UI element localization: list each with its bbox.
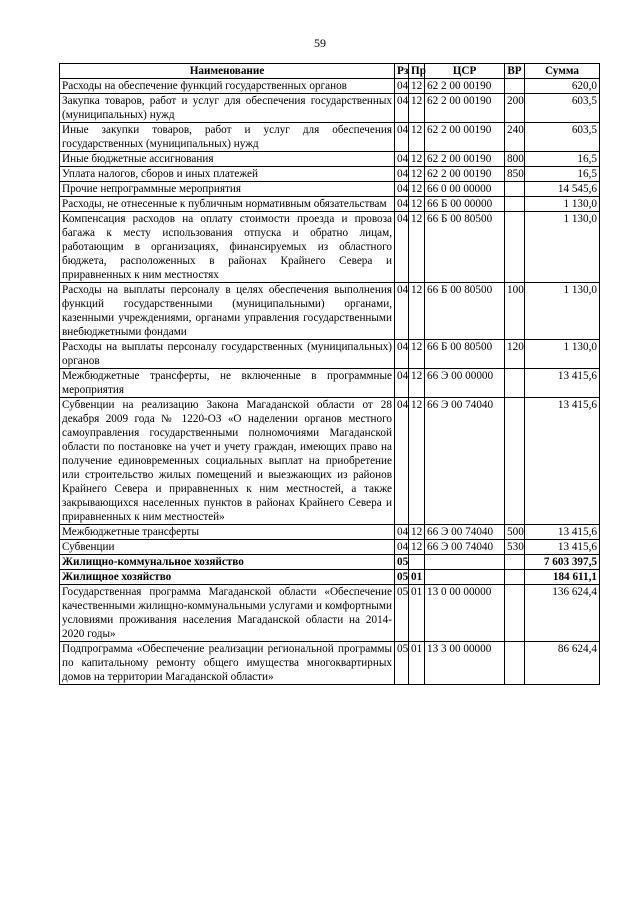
cell-pr: 12 <box>409 283 425 340</box>
cell-csr: 62 2 00 00190 <box>425 152 505 167</box>
cell-csr <box>425 555 505 570</box>
cell-rz: 04 <box>395 540 409 555</box>
cell-sum: 16,5 <box>525 167 600 182</box>
cell-vr <box>505 369 525 398</box>
cell-rz: 04 <box>395 152 409 167</box>
cell-name: Расходы, не отнесенные к публичным нормативным обязательствам <box>60 197 395 212</box>
cell-rz: 04 <box>395 525 409 540</box>
table-row <box>60 212 600 283</box>
cell-name: Иные закупки товаров, работ и услуг для обеспечения государственных (муниципальных) нужд <box>60 123 395 152</box>
cell-sum: 13 415,6 <box>525 369 600 398</box>
table-row <box>60 540 600 555</box>
cell-rz: 04 <box>395 283 409 340</box>
cell-pr: 12 <box>409 182 425 197</box>
cell-pr: 01 <box>409 570 425 585</box>
cell-pr: 12 <box>409 212 425 283</box>
cell-rz: 04 <box>395 123 409 152</box>
cell-rz: 04 <box>395 79 409 94</box>
column-header-sum: Сумма <box>525 64 600 79</box>
cell-sum: 603,5 <box>525 94 600 123</box>
cell-pr: 12 <box>409 525 425 540</box>
cell-vr <box>505 570 525 585</box>
cell-sum: 1 130,0 <box>525 212 600 283</box>
cell-name: Жилищное хозяйство <box>60 570 395 585</box>
table-row <box>60 570 600 585</box>
cell-name: Межбюджетные трансферты <box>60 525 395 540</box>
cell-sum: 136 624,4 <box>525 585 600 642</box>
cell-csr: 66 Б 00 80500 <box>425 212 505 283</box>
cell-sum: 16,5 <box>525 152 600 167</box>
cell-pr <box>409 555 425 570</box>
cell-csr: 66 Б 00 80500 <box>425 283 505 340</box>
cell-pr: 12 <box>409 197 425 212</box>
cell-sum: 603,5 <box>525 123 600 152</box>
cell-name: Закупка товаров, работ и услуг для обеспечения государственных (муниципальных) нужд <box>60 94 395 123</box>
cell-csr: 13 3 00 00000 <box>425 642 505 685</box>
column-header-csr: ЦСР <box>425 64 505 79</box>
table-body <box>60 79 600 685</box>
cell-csr: 62 2 00 00190 <box>425 123 505 152</box>
cell-name: Иные бюджетные ассигнования <box>60 152 395 167</box>
cell-name: Компенсация расходов на оплату стоимости проезда и провоза багажа к месту использования отпуска и обратно лицам, работающим в организациях, финансируемых из областного бюджета, расположенных в районах Крайнего Севера и приравненных к ним местностях <box>60 212 395 283</box>
column-header-name: Наименование <box>60 64 395 79</box>
cell-pr: 01 <box>409 642 425 685</box>
cell-pr: 12 <box>409 398 425 525</box>
cell-vr <box>505 398 525 525</box>
cell-sum: 13 415,6 <box>525 540 600 555</box>
cell-sum: 1 130,0 <box>525 283 600 340</box>
cell-sum: 14 545,6 <box>525 182 600 197</box>
cell-vr <box>505 79 525 94</box>
cell-csr: 66 0 00 00000 <box>425 182 505 197</box>
cell-pr: 12 <box>409 167 425 182</box>
cell-vr: 800 <box>505 152 525 167</box>
cell-pr: 12 <box>409 94 425 123</box>
table-row <box>60 123 600 152</box>
cell-rz: 05 <box>395 642 409 685</box>
cell-rz: 04 <box>395 167 409 182</box>
cell-rz: 04 <box>395 369 409 398</box>
cell-pr: 12 <box>409 369 425 398</box>
cell-vr: 200 <box>505 94 525 123</box>
cell-name: Жилищно-коммунальное хозяйство <box>60 555 395 570</box>
cell-sum: 7 603 397,5 <box>525 555 600 570</box>
cell-csr: 66 Э 00 74040 <box>425 398 505 525</box>
cell-sum: 1 130,0 <box>525 340 600 369</box>
cell-name: Межбюджетные трансферты, не включенные в программные мероприятия <box>60 369 395 398</box>
column-header-vr: ВР <box>505 64 525 79</box>
table-row <box>60 79 600 94</box>
cell-pr: 12 <box>409 79 425 94</box>
table-row <box>60 398 600 525</box>
cell-sum: 86 624,4 <box>525 642 600 685</box>
table-row <box>60 283 600 340</box>
cell-vr: 240 <box>505 123 525 152</box>
cell-name: Расходы на выплаты персоналу государственных (муниципальных) органов <box>60 340 395 369</box>
cell-vr <box>505 197 525 212</box>
cell-name: Государственная программа Магаданской области «Обеспечение качественными жилищно-коммунальными услугами и комфортными условиями проживания населения Магаданской области на 2014-2020 годы» <box>60 585 395 642</box>
table-row <box>60 152 600 167</box>
cell-vr <box>505 642 525 685</box>
cell-sum: 13 415,6 <box>525 525 600 540</box>
column-header-rz: Рз <box>395 64 409 79</box>
cell-rz: 05 <box>395 585 409 642</box>
table-row <box>60 525 600 540</box>
column-header-pr: Пр <box>409 64 425 79</box>
cell-name: Уплата налогов, сборов и иных платежей <box>60 167 395 182</box>
table-row <box>60 642 600 685</box>
cell-csr: 66 Э 00 74040 <box>425 525 505 540</box>
table-row <box>60 197 600 212</box>
cell-sum: 13 415,6 <box>525 398 600 525</box>
cell-vr: 500 <box>505 525 525 540</box>
table-row <box>60 94 600 123</box>
cell-pr: 12 <box>409 152 425 167</box>
cell-name: Субвенции <box>60 540 395 555</box>
cell-csr: 66 Э 00 00000 <box>425 369 505 398</box>
cell-vr: 850 <box>505 167 525 182</box>
cell-name: Прочие непрограммные мероприятия <box>60 182 395 197</box>
cell-csr: 62 2 00 00190 <box>425 94 505 123</box>
cell-vr: 120 <box>505 340 525 369</box>
cell-sum: 1 130,0 <box>525 197 600 212</box>
cell-rz: 04 <box>395 212 409 283</box>
cell-csr: 66 Б 00 80500 <box>425 340 505 369</box>
cell-pr: 12 <box>409 540 425 555</box>
cell-csr: 66 Б 00 00000 <box>425 197 505 212</box>
cell-rz: 04 <box>395 398 409 525</box>
cell-name: Подпрограмма «Обеспечение реализации региональной программы по капитальному ремонту общего имущества многоквартирных домов на территории Магаданской области» <box>60 642 395 685</box>
cell-csr: 66 Э 00 74040 <box>425 540 505 555</box>
cell-csr: 62 2 00 00190 <box>425 79 505 94</box>
cell-vr <box>505 212 525 283</box>
cell-name: Субвенции на реализацию Закона Магаданской области от 28 декабря 2009 года № 1220-ОЗ «О наделении органов местного самоуправления государственными полномочиями Магаданской области по постановке на учет и учету граждан, имеющих право на получение единовременных социальных выплат на приобретение или строительство жилых помещений и выезжающих из районов Крайнего Севера и приравненных к ним местностей, а также закрывающихся населенных пунктов в районах Крайнего Севера и приравненных к ним местностей» <box>60 398 395 525</box>
cell-rz: 04 <box>395 182 409 197</box>
cell-rz: 04 <box>395 197 409 212</box>
table-header-row <box>60 64 600 79</box>
cell-sum: 184 611,1 <box>525 570 600 585</box>
table-row <box>60 182 600 197</box>
cell-vr <box>505 585 525 642</box>
cell-rz: 05 <box>395 555 409 570</box>
cell-rz: 04 <box>395 340 409 369</box>
table-row <box>60 555 600 570</box>
page-number: 59 <box>314 36 326 50</box>
table-row <box>60 369 600 398</box>
cell-rz: 05 <box>395 570 409 585</box>
cell-name: Расходы на выплаты персоналу в целях обеспечения выполнения функций государственными (муниципальными) органами, казенными учреждениями, органами управления государственными внебюджетными фондами <box>60 283 395 340</box>
cell-vr <box>505 182 525 197</box>
table-row <box>60 585 600 642</box>
cell-vr: 530 <box>505 540 525 555</box>
cell-csr <box>425 570 505 585</box>
cell-vr <box>505 555 525 570</box>
cell-vr: 100 <box>505 283 525 340</box>
cell-sum: 620,0 <box>525 79 600 94</box>
cell-pr: 12 <box>409 340 425 369</box>
table-row <box>60 340 600 369</box>
cell-pr: 12 <box>409 123 425 152</box>
cell-csr: 62 2 00 00190 <box>425 167 505 182</box>
cell-pr: 01 <box>409 585 425 642</box>
cell-rz: 04 <box>395 94 409 123</box>
cell-csr: 13 0 00 00000 <box>425 585 505 642</box>
cell-name: Расходы на обеспечение функций государственных органов <box>60 79 395 94</box>
table-row <box>60 167 600 182</box>
budget-table <box>59 63 600 685</box>
